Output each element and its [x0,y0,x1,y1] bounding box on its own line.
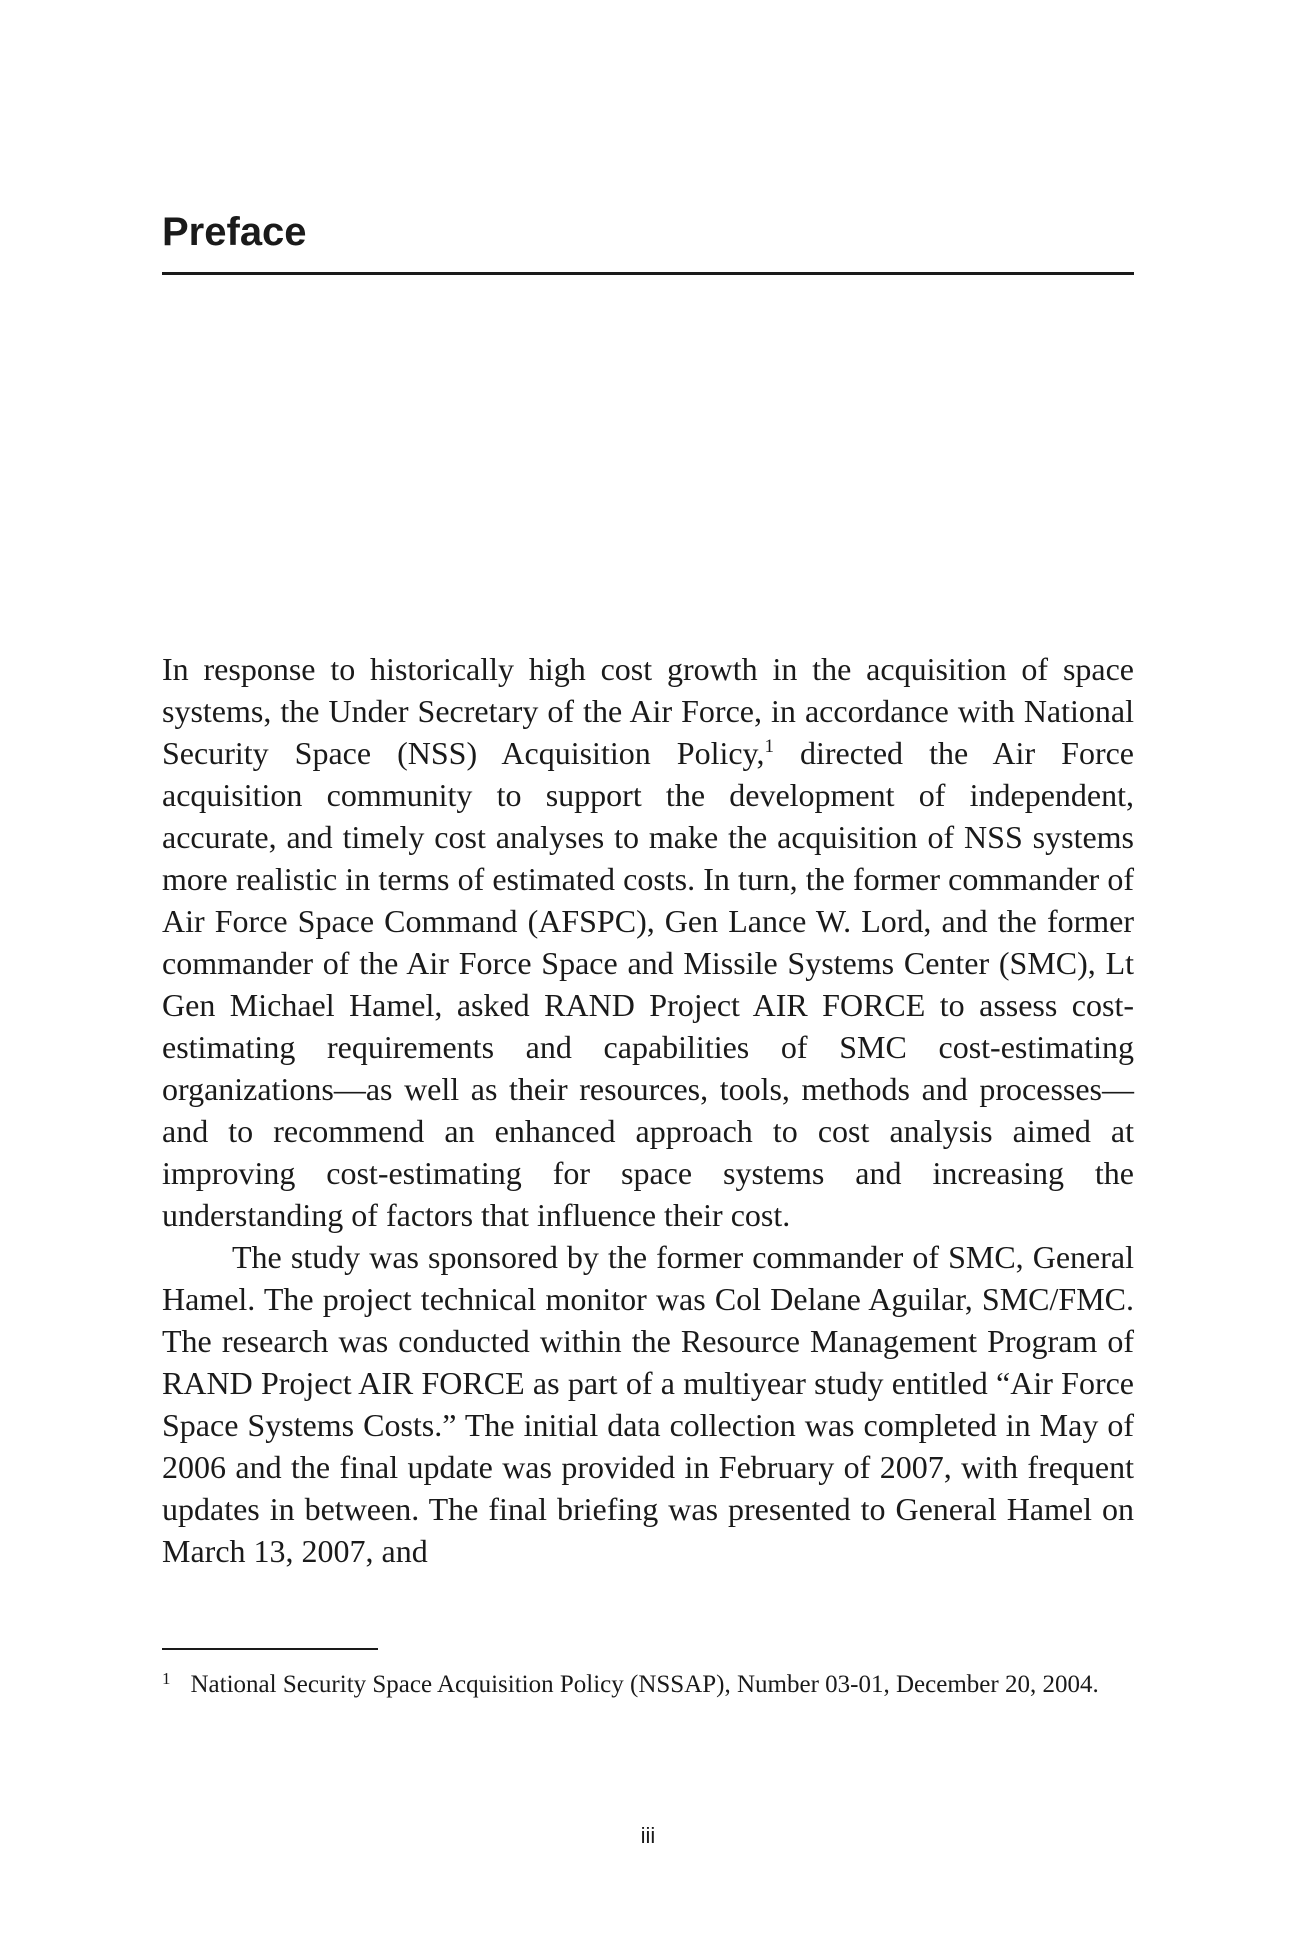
paragraph-text: directed the Air Force acquisition community to support the development of independent, accurate, and timely cost analyses to make the acquisition of NSS systems more realistic in terms of estimated costs. In turn, the former commander of Air Force Space Command (AFSPC), Gen Lance W. Lord, and the former commander of the Air Force Space and Missile Systems Center (SMC), Lt Gen Michael Hamel, asked RAND Project AIR FORCE to assess cost-estimating requirements and capabilities of SMC cost-estimating organizations—as well as their resources, tools, methods and processes—and to recommend an enhanced approach to cost analysis aimed at improving cost-estimating for space systems and increasing the understanding of factors that influence their cost. [162,735,1134,1233]
section-heading: Preface [162,210,307,254]
paragraph-text: In response to historically high cost growth in the acquisition of space systems, the Under Secretary of the Air Force, in accordance with National Security Space (NSS) Acquisition Policy, [162,651,1134,771]
body-text [162,648,1134,1572]
footnote-text: National Security Space Acquisition Policy (NSSAP), Number 03-01, December 20, 2004. [190,1671,1099,1698]
footnote-separator [162,1648,378,1650]
page-number: iii [640,1823,656,1848]
paragraph [162,648,1134,1236]
footnote [162,1668,1134,1702]
heading-rule [162,272,1134,275]
footnote-number: 1 [162,1669,171,1688]
paragraph: The study was sponsored by the former commander of SMC, General Hamel. The project technical monitor was Col Delane Aguilar, SMC/FMC. The research was conducted within the Resource Management Program of RAND Project AIR FORCE as part of a multiyear study entitled “Air Force Space Systems Costs.” The initial data collection was completed in May of 2006 and the final update was provided in February of 2007, with frequent updates in between. The final briefing was presented to General Hamel on March 13, 2007, and [162,1239,1134,1569]
footnote-reference[interactable]: 1 [764,736,774,757]
